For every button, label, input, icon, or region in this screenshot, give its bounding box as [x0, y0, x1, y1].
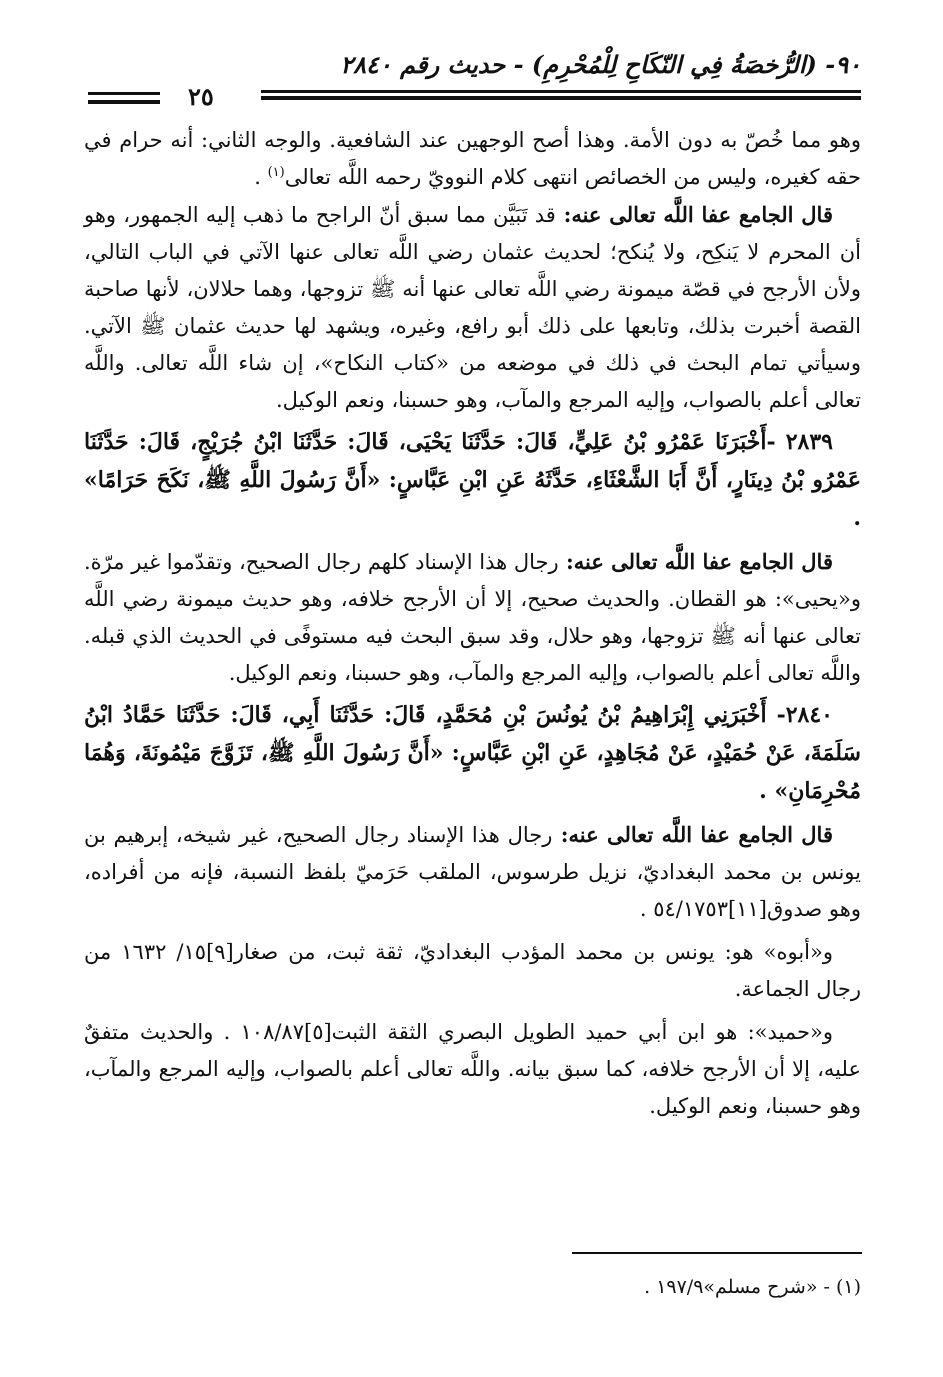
page-number: ٢٥: [188, 82, 214, 111]
paragraph: و«أبوه» هو: يونس بن محمد المؤدب البغداديّ، ثقة ثبت، من صغار[٩]١٥/ ١٦٣٢ من رجال الجماعة.: [84, 940, 861, 1001]
commentator-lead: قال الجامع عفا اللَّه تعالى عنه:: [555, 202, 833, 227]
commentator-lead: قال الجامع عفا اللَّه تعالى عنه:: [558, 549, 833, 574]
footnote-rule: [572, 1252, 862, 1254]
header-rule: [261, 90, 861, 93]
footnote-marker[interactable]: (١): [267, 165, 285, 180]
header-rule-thick: [261, 96, 861, 100]
hadith-2840: ٢٨٤٠- أَخْبَرَنِي إِبْرَاهِيمُ بْنُ يُونُسَ بْنِ مُحَمَّدٍ، قَالَ: حَدَّثَنَا أَبِي، قَالَ: حَدَّثَنَا حَمَّادُ ابْنُ سَلَمَةَ، عَنْ حُمَيْدٍ، عَنْ مُجَاهِدٍ، عَنِ ابْنِ عَبَّاسٍ: «أَنَّ رَسُولَ اللَّهِ ﷺ، تَزَوَّجَ مَيْمُونَةَ، وَهُمَا مُحْرِمَانِ» .: [84, 702, 861, 804]
commentator-lead: قال الجامع عفا اللَّه تعالى عنه:: [552, 822, 833, 847]
paragraph-text: قد تَبَيَّن مما سبق أنّ الراجح ما ذهب إليه الجمهور، وهو أن المحرم لا يَنكِح، ولا يُنكح؛ لحديث عثمان رضي اللَّه تعالى عنها الآتي في الباب التالي، ولأن الأرجح في قصّة ميمونة رضي اللَّه تعالى عنها أنه ﷺ تزوجها، وهما حلالان، لأنها صاحبة القصة أخبرت بذلك، وتابعها على ذلك أبو رافع، وغيره، ويشهد لها حديث عثمان ﷺ الآتي. وسيأتي تمام البحث في ذلك في موضعه من «كتاب النكاح»، إن شاء اللَّه تعالى. واللَّه تعالى أعلم بالصواب، وإليه المرجع والمآب، وهو حسبنا، ونعم الوكيل.: [84, 203, 861, 412]
page-body: [84, 122, 861, 1125]
paragraph: [84, 196, 861, 419]
paragraph: [84, 543, 861, 692]
page-number-rule-thick: [88, 100, 160, 104]
paragraph-tail: .: [254, 165, 268, 189]
page-number-rule: [88, 92, 160, 95]
paragraph-text: وهو مما خُصّ به دون الأمة. وهذا أصح الوجهين عند الشافعية. والوجه الثاني: أنه حرام في حقه كغيره، وليس من الخصائص انتهى كلام النوويّ رحمه اللَّه تعالى: [84, 128, 861, 189]
paragraph: و«حميد»: هو ابن أبي حميد الطويل البصري الثقة الثبت[٥]١٠٨/٨٧ . والحديث متفقٌ عليه، إلا أن الأرجح خلافه، كما سبق بيانه. واللَّه تعالى أعلم بالصواب، وإليه المرجع والمآب، وهو حسبنا، ونعم الوكيل.: [84, 1020, 861, 1118]
paragraph-text: رجال هذا الإسناد رجال الصحيح، غير شيخه، إبرهيم بن يونس بن محمد البغداديّ، نزيل طرسوس، الملقب حَرَميّ بلفظ النسبة، فإنه من أفراده، وهو صدوق[١١]٥٤/١٧٥٣ .: [84, 823, 861, 921]
footnote: (١) - «شرح مسلم»١٩٧/٩ .: [644, 1276, 861, 1298]
paragraph-text: رجال هذا الإسناد كلهم رجال الصحيح، وتقدّموا غير مرّة. و«يحيى»: هو القطان. والحديث صحيح، إلا أن الأرجح خلافه، وهو حديث ميمونة رضي اللَّه تعالى عنها أنه ﷺ تزوجها، وهو حلال، وقد سبق البحث فيه مستوفًى في الحديث الذي قبله. واللَّه تعالى أعلم بالصواب، وإليه المرجع والمآب، وهو حسبنا، ونعم الوكيل.: [84, 550, 861, 685]
hadith-2839: ٢٨٣٩ -أَخْبَرَنَا عَمْرُو بْنُ عَلِيٍّ، قَالَ: حَدَّثَنَا يَحْيَى، قَالَ: حَدَّثَنَا ابْنُ جُرَيْجٍ، قَالَ: حَدَّثَنَا عَمْرُو بْنُ دِينَارٍ، أَنَّ أَبَا الشَّعْثَاءِ، حَدَّثَهُ عَنِ ابْنِ عَبَّاسٍ: «أَنَّ رَسُولَ اللَّهِ ﷺ، نَكَحَ حَرَامًا» .: [84, 429, 861, 531]
paragraph: [84, 122, 861, 196]
paragraph: [84, 816, 861, 928]
running-header-title: ٩٠- (الرُّخصَةُ فِي النّكَاحِ لِلْمُحْرِمِ) - حديث رقم ٢٨٤٠: [340, 50, 861, 79]
